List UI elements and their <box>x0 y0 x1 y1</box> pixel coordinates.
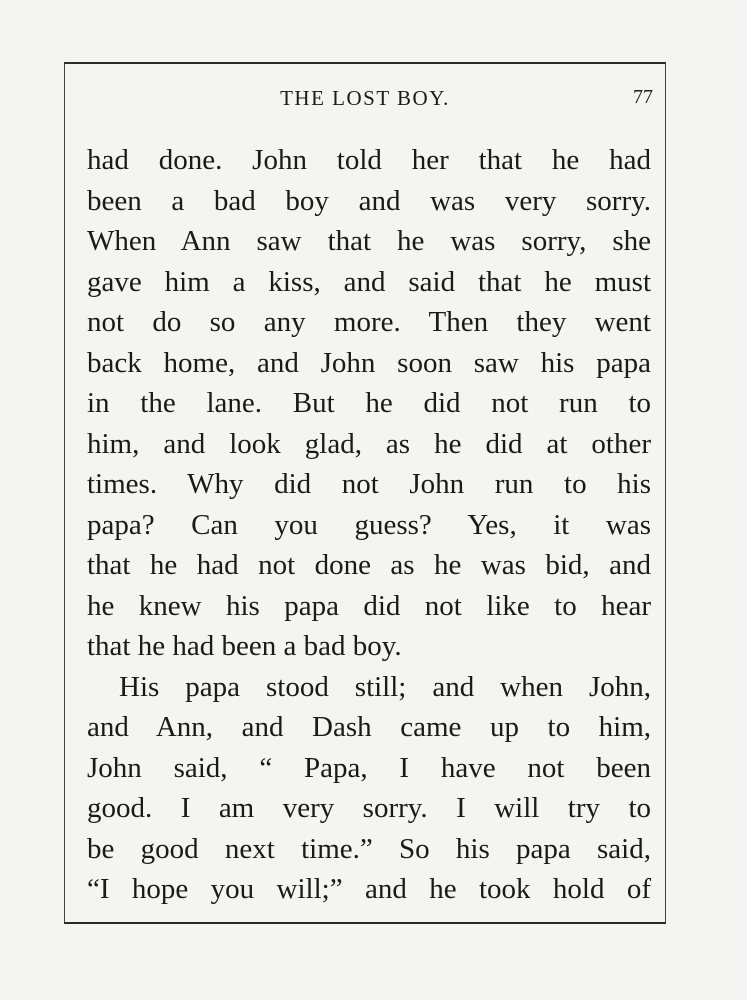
text-line: that he had not done as he was bid, and <box>87 549 651 581</box>
text-line: and Ann, and Dash came up to him, <box>87 711 651 743</box>
page-frame <box>64 62 666 924</box>
text-line: him, and look glad, as he did at other <box>87 427 651 460</box>
text-line: in the lane. But he did not run to <box>87 387 651 419</box>
running-title: THE LOST BOY. <box>280 86 450 110</box>
text-line: good. I am very sorry. I will try to <box>87 792 651 824</box>
text-line: When Ann saw that he was sorry, she <box>87 225 651 257</box>
text-line: times. Why did not John run to his <box>87 468 651 500</box>
text-line: back home, and John soon saw his papa <box>87 346 651 379</box>
text-line: “I hope you will;” and he took hold of <box>87 873 651 905</box>
running-head <box>65 86 665 116</box>
text-line: be good next time.” So his papa said, <box>87 832 651 865</box>
text-line: papa? Can you guess? Yes, it was <box>87 508 651 541</box>
text-line: gave him a kiss, and said that he must <box>87 265 651 298</box>
text-line: that he had been a bad boy. <box>87 630 402 662</box>
text-line: John said, “ Papa, I have not been <box>87 751 651 784</box>
text-line: he knew his papa did not like to hear <box>87 589 651 622</box>
text-line: His papa stood still; and when John, <box>119 670 651 703</box>
page-number: 77 <box>633 86 653 108</box>
body-text <box>87 140 651 910</box>
text-line: had done. John told her that he had <box>87 144 651 176</box>
text-line: been a bad boy and was very sorry. <box>87 184 651 217</box>
text-line: not do so any more. Then they went <box>87 306 651 338</box>
